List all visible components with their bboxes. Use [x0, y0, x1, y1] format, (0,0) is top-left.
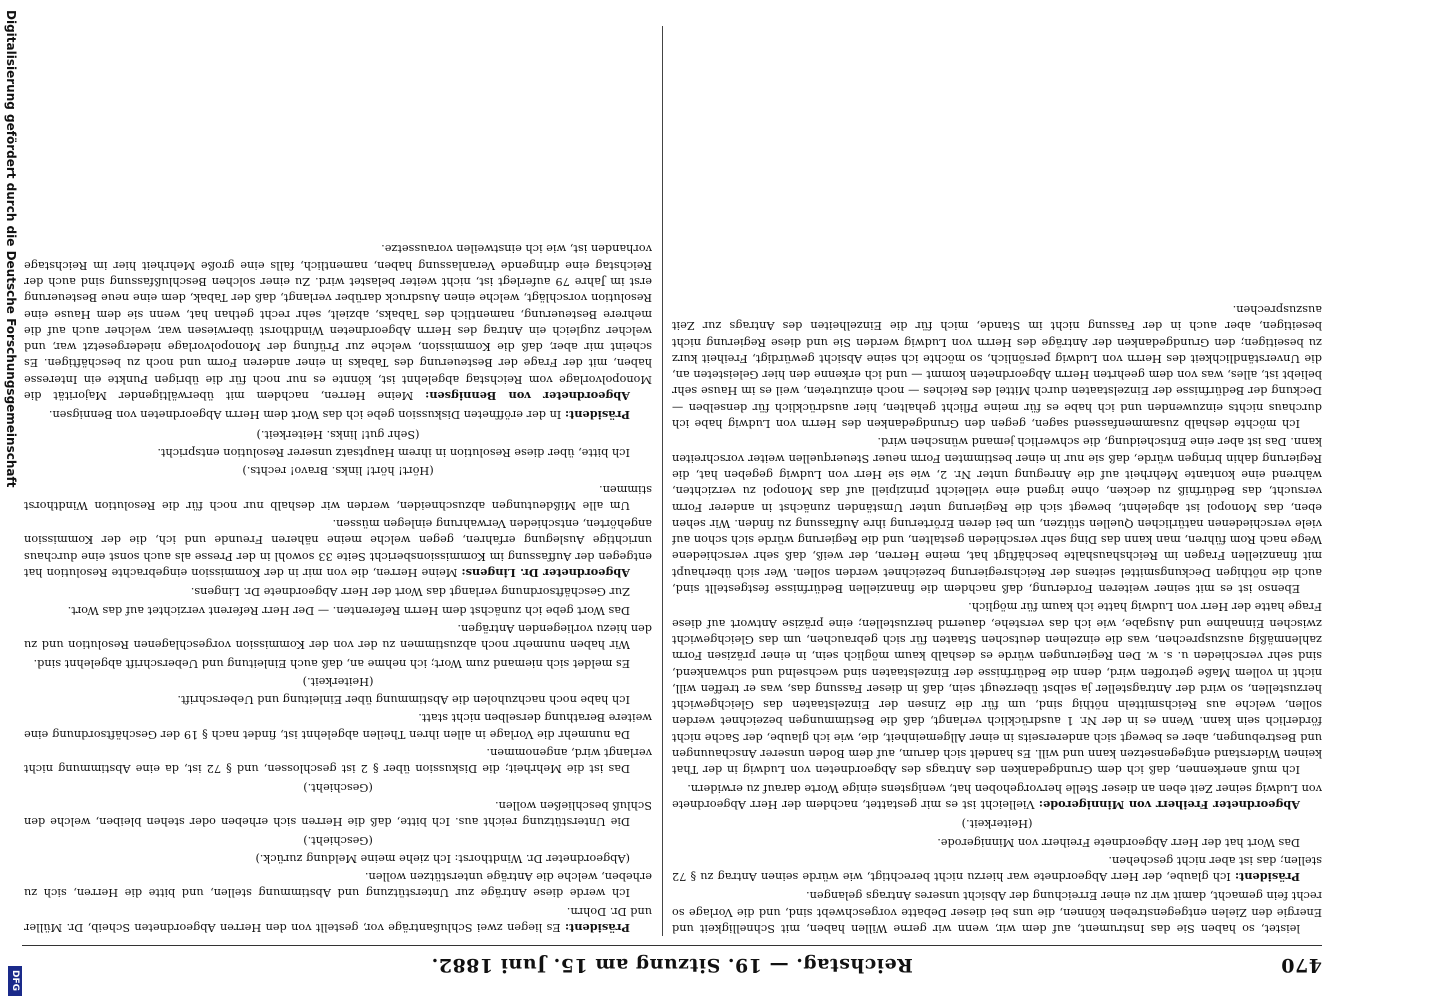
text-paragraph: Da nunmehr die Vorlage in allen ihren Theilen abgelehnt ist, findet nach § 19 der Geschäftsordnung eine weitere Berathung derselben nicht statt.	[24, 711, 652, 741]
running-head	[22, 948, 1322, 976]
speech-text: In der eröffneten Diskussion gebe ich das Wort dem Herrn Abgeordneten von Bennigsen.	[48, 408, 562, 422]
right-column	[24, 26, 652, 936]
text-paragraph: Ich werde diese Anträge zur Unterstützung und Abstimmung stellen, und bitte die Herren, sich zu erheben, welche die Anträge unterstützen wollen.	[24, 870, 652, 900]
text-paragraph: leistet, so haben Sie das Instrument, auf dem wir, wenn wir gerne Willen haben, mit Schnelligkeit und Energie den Zielen entgegenstreben können, die uns bei dieser Debatte vorgeschwebt sind, und die Vorlage so recht fein gemacht, damit wir zu einer Erreichung der Absicht unseres Antrags gelangen.	[672, 889, 1322, 935]
text-paragraph: Ich bitte, über diese Resolution in ihrem Hauptsatz unserer Resolution entspricht.	[157, 445, 630, 459]
speaker-name: Präsident:	[564, 408, 630, 423]
stage-direction: (Geschieht.)	[303, 833, 373, 847]
text-paragraph: Zur Geschäftsordnung verlangt das Wort der Herr Abgeordnete Dr. Lingens.	[190, 585, 630, 599]
text-paragraph: Die Unterstützung reicht aus. Ich bitte, daß die Herren sich erheben oder stehen bleiben, welche den Schluß beschließen wollen.	[24, 798, 652, 829]
page-number: 470	[1280, 954, 1322, 976]
stage-direction: (Heiterkeit.)	[961, 817, 1033, 831]
left-column	[672, 26, 1322, 936]
text-paragraph: Ich möchte deshalb zusammenfassend sagen, gegen den Grundgedanken des Herrn von Ludwig habe ich durchaus nichts einzuwenden und ich habe es für meine Pflicht gehalten, hier ausdrücklich für denselben — Deckung der Bedürfnisse der Einzelstaaten durch Mittel des Reiches — noch einzutreten, weil es im Hause sehr beliebt ist, alles, was von dem geehrten Herrn Abgeordneten kommt — und ich erkenne den hier Geleisteten an, die Unverständlichkeit des Herrn von Ludwig persönlich, so möchte ich seine Absicht gewürdigt, Freiheit kurz zu beseitigen; den Grundgedanken der Anträge des Herrn von Ludwig werden Sie und diese Regierung nicht beseitigen, aber auch in der Fassung nicht im Stande, mich für die Einzelheiten des Antrags zur Zeit auszusprechen.	[672, 303, 1322, 431]
column-divider	[662, 26, 663, 936]
text-paragraph: Das ist die Mehrheit; die Diskussion über § 2 ist geschlossen, und § 72 ist, da eine Abstimmung nicht verlangt wird, angenommen.	[24, 746, 652, 776]
speaker-paragraph	[24, 515, 652, 581]
speaker-name: Präsident:	[564, 921, 630, 935]
attribution-text: Digitalisierung gefördert durch die Deutsche Forschungsgemeinschaft	[4, 10, 18, 488]
text-paragraph: Das Wort hat der Herr Abgeordnete Freiherr von Minnigerode.	[937, 835, 1300, 849]
speech-text: Meine Herren, die von mir in der Kommission eingebrachte Resolution hat entgegen der Auffassung im Kommissionsbericht Seite 33 sowohl in der Presse als auch sonst eine durchaus unrichtige Auslegung erfahren, gegen welche meine näheren Freunde und ich, die der Kommission angehörten, entschieden Verwahrung einlegen müssen.	[24, 517, 652, 580]
text-paragraph: Das Wort gebe ich zunächst dem Herrn Referenten. — Der Herr Referent verzichtet auf das Wort.	[67, 603, 630, 617]
text-paragraph: (Abgeordneter Dr. Windthorst: Ich ziehe meine Meldung zurück.)	[255, 851, 630, 865]
speech-text: Meine Herren, nachdem mit überwältigender Majorität die Monopolvorlage vom Reichstag abgelehnt ist, könnte es nur noch für die übrigen Punkte ein Interesse haben, mit der Frage der Besteuerung des Tabaks in einer anderen Form und noch zu beschäftigen. Es scheint mir aber, daß die Kommission, welche zur Prüfung der Monopolvorlage niedergesetzt war, und welcher zugleich ein Antrag des Herrn Abgeordneten Windthorst überwiesen war, welcher auch auf die mehrere Besteuerung, namentlich des Tabaks, abzielt, sehr recht gethan hat, wenn sie dem Hause eine Resolution vorschlägt, welche einen Ausdruck darüber verlangt, daß der Tabak, dem eine neue Besteuerung erst im Jahre 79 auferlegt ist, nicht weiter belastet wird. Zu einer solchen Beschlußfassung sind auch der Reichstag eine dringende Veranlassung haben, namentlich, falls eine große Mehrheit hier im Reichstage vorhanden ist, wie ich einstweilen voraussetze.	[24, 242, 652, 403]
text-paragraph: Ich habe noch nachzuholen die Abstimmung über Einleitung und Ueberschrift.	[177, 693, 630, 707]
speaker-paragraph	[672, 779, 1322, 813]
text-paragraph: Wir haben nunmehr noch abzustimmen zu der von der Kommission vorgeschlagenen Resolution und zu den hiezu vorliegenden Anträgen.	[24, 621, 652, 652]
speech-text: Es liegen zwei Schlußanträge vor, gestellt von den Herren Abgeordneten Scheib, Dr. Müller und Dr. Dohrn.	[24, 904, 652, 934]
speaker-name: Abgeordneter von Bennigsen:	[425, 389, 630, 404]
speaker-paragraph	[24, 240, 652, 404]
speaker-paragraph	[24, 902, 652, 936]
text-paragraph: Um alle Mißdeutungen abzuschneiden, werden wir deshalb nur noch für die Resolution Windthorst stimmen.	[24, 482, 652, 512]
page-title: Reichstag. — 19. Sitzung am 15. Juni 1882.	[431, 954, 913, 976]
text-paragraph: Es meldet sich niemand zum Wort; ich nehme an, daß auch Einleitung und Ueberschrift abgelehnt sind.	[33, 656, 630, 670]
speech-text: Ich glaube, der Herr Abgeordnete war hierzu nicht berechtigt, wie würde seinen Antrag zu § 72 stellen; das ist aber nicht geschehen.	[672, 853, 1322, 884]
stage-direction: (Heiterkeit.)	[302, 674, 374, 688]
speaker-paragraph	[672, 852, 1322, 886]
text-paragraph: Ich muß anerkennen, daß ich dem Grundgedanken des Antrags des Abgeordneten von Ludwig in der That keinen Widerstand entgegensetzen kann und will. Es handelt sich darum, auf dem Boden unserer Anschauungen und Bestrebungen, aber es bewegt sich andererseits in einer Allgemeinheit, die, wie ich glaube, der Sache nicht förderlich sein kann. Wenn es in der Nr. 1 ausdrücklich verlangt, daß die Bestimmungen bezeichnet werden sollen, welche aus Reichsmitteln nöthig sind, um für die Zinsen der Einzelstaaten das Gleichgewicht herzustellen, so wird der Antragsteller ja selbst überzeugt sein, daß in dieser Fassung das, was er treffen will, nicht in vollem Maße getroffen wird, denn die Bedürfnisse der Einzelstaaten sind wechselnd und schwankend, sind sehr verschieden u. s. w. Den Regierungen würde es deshalb kaum möglich sein, in einer präzisen Form zahlenmäßig auszusprechen, was die einzelnen deutschen Staaten für sich gebrauchen, um das Gleichgewicht zwischen Einnahme und Ausgabe, wie ich das verstehe, dauernd herzustellen; eine präzise Antwort auf diese Frage hatte der Herr von Ludwig hatte ich kaum für möglich.	[672, 600, 1322, 777]
speech-text: Vielleicht ist es mir gestattet, nachdem der Herr Abgeordnete von Ludwig seiner Zeit eben an dieser Stelle hervorgehoben hat, wenigstens einige Worte darauf zu erwidern.	[672, 781, 1322, 811]
stage-direction: (Geschieht.)	[303, 780, 373, 794]
stage-direction: (Hört! hört! links. Bravo! rechts.)	[242, 464, 434, 478]
digitization-footer	[4, 0, 20, 1000]
stage-direction: (Sehr gut! links. Heiterkeit.)	[256, 427, 420, 441]
text-paragraph: Ebenso ist es mit seiner weiteren Forderung, daß nachdem die finanziellen Bedürfnisse festgestellt sind, auch die nöthigen Deckungsmittel seitens der Reichsregierung bezeichnet werden sollen. Wer sich überhaupt mit finanziellen Fragen im Reichshaushalte beschäftigt hat, meine Herren, der weiß, daß sehr verschiedene Wege nach Rom führen, man kann das Ding sehr verschieden gestalten, und die Regierung würde sich schon auf viele verschiedenen natürlichen Quellen stützen, um bei deren Erörterung ihre Auffassung zu finden. Wir sehen eben, das Monopol ist abgelehnt, bewegt sich die Regierung unter Umständen zunächst in anderer Form versucht, das Bedürfniß zu decken, ohne irgend eine vielleicht prinzipiell auf das Monopol zu verzichten, während eine kontante Mehrheit auf die Anregung unter Nr. 2, wie sie Herr von Ludwig gegeben hat, die Regierung dahin bringen würde, daß sie nur in einer bestimmten Form neuer Steuerquellen weiter vorschreiten kann. Das ist aber eine Entscheidung, die schwerlich jemand wünschen wird.	[672, 435, 1322, 596]
speaker-name: Abgeordneter Freiherr von Minnigerode:	[1038, 797, 1300, 812]
speaker-name: Präsident:	[1234, 870, 1300, 885]
speaker-name: Abgeordneter Dr. Lingens:	[461, 566, 630, 581]
speaker-paragraph	[24, 406, 652, 423]
dfg-logo: DFG	[8, 966, 22, 996]
header-rule	[22, 945, 1322, 946]
